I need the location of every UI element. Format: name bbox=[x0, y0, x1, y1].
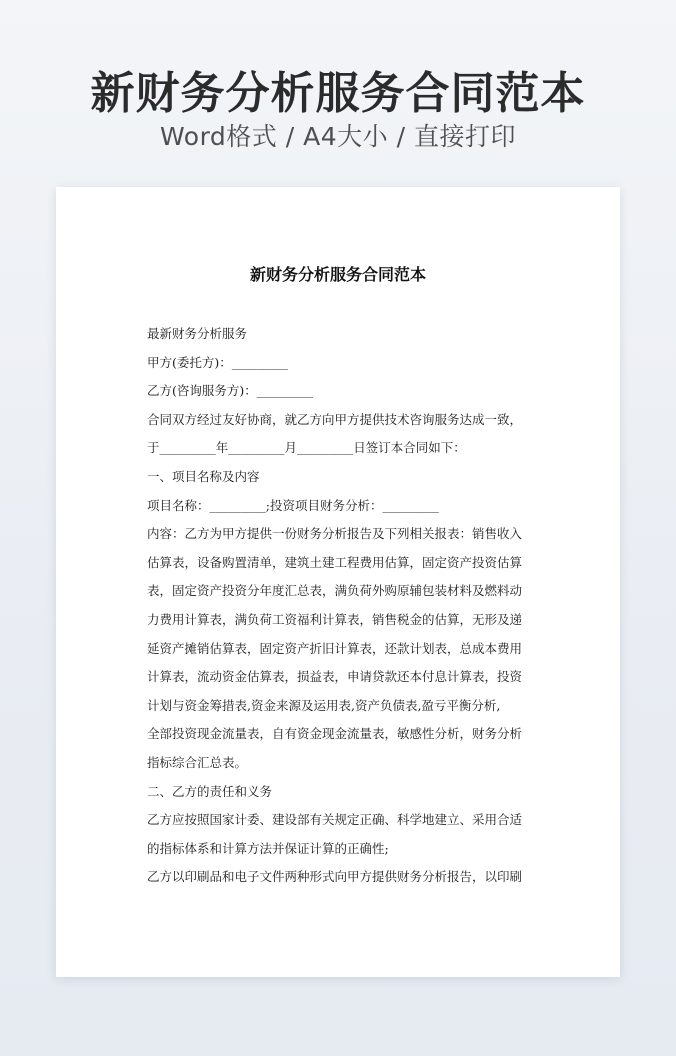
document-line: 乙方以印刷品和电子文件两种形式向甲方提供财务分析报告，以印刷 bbox=[147, 869, 523, 885]
document-line: 计划与资金筹措表,资金来源及运用表,资产负债表,盈亏平衡分析, bbox=[147, 697, 501, 713]
document-line: 项目名称：_________;投资项目财务分析：_________ bbox=[147, 497, 439, 513]
document-line: 内容：乙方为甲方提供一份财务分析报告及下列相关报表：销售收入 bbox=[147, 526, 523, 542]
document-page bbox=[56, 187, 620, 977]
document-line: 指标综合汇总表。 bbox=[147, 754, 248, 770]
document-line: 于_________年_________月_________日签订本合同如下： bbox=[147, 440, 466, 456]
document-line: 延资产摊销估算表，固定资产折旧计算表，还款计划表，总成本费用 bbox=[147, 640, 523, 656]
document-line: 力费用计算表，满负荷工资福利计算表，销售税金的估算，无形及递 bbox=[147, 611, 523, 627]
document-line: 估算表，设备购置清单，建筑土建工程费用估算，固定资产投资估算 bbox=[147, 554, 523, 570]
document-body bbox=[147, 320, 531, 892]
document-line: 合同双方经过友好协商，就乙方向甲方提供技术咨询服务达成一致， bbox=[147, 411, 523, 427]
document-title: 新财务分析服务合同范本 bbox=[249, 265, 426, 284]
banner-title: 新财务分析服务合同范本 bbox=[90, 68, 586, 119]
document-line: 二、乙方的责任和义务 bbox=[147, 783, 273, 799]
document-line: 表，固定资产投资分年度汇总表，满负荷外购原辅包装材料及燃料动 bbox=[147, 583, 523, 599]
document-line: 甲方(委托方)：_________ bbox=[147, 354, 289, 370]
document-line: 计算表，流动资金估算表，损益表，申请贷款还本付息计算表，投资 bbox=[147, 669, 523, 685]
document-line: 乙方(咨询服务方)：_________ bbox=[147, 383, 314, 399]
document-line: 乙方应按照国家计委、建设部有关规定正确、科学地建立、采用合适 bbox=[147, 812, 523, 828]
banner-subtitle: Word格式 / A4大小 / 直接打印 bbox=[160, 122, 516, 151]
document-line: 一、项目名称及内容 bbox=[147, 468, 260, 484]
document-line: 最新财务分析服务 bbox=[147, 326, 248, 341]
document-line: 全部投资现金流量表，自有资金现金流量表，敏感性分析，财务分析 bbox=[147, 726, 523, 742]
document-line: 的指标体系和计算方法并保证计算的正确性; bbox=[147, 840, 389, 856]
